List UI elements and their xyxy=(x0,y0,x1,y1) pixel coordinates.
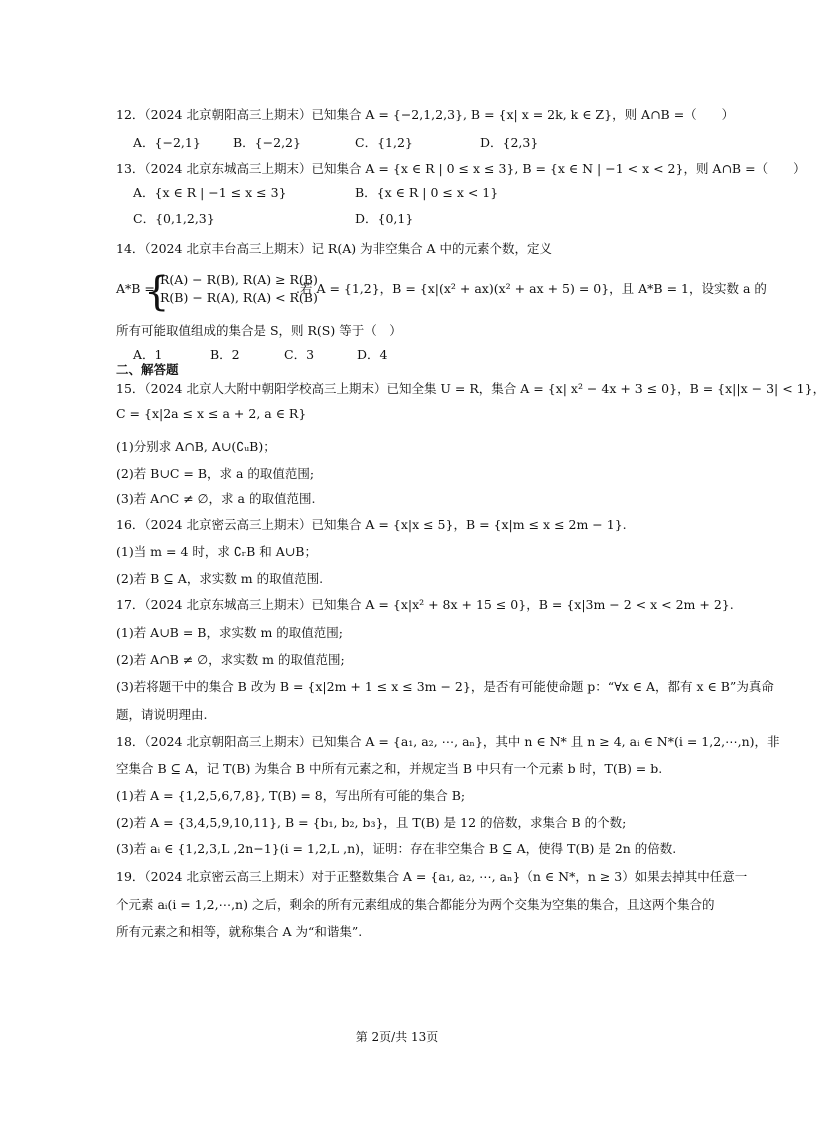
q13-option-b: B．{x ∈ R | 0 ≤ x < 1} xyxy=(355,185,499,200)
q18-stem: 18．（2024 北京朝阳高三上期末）已知集合 A = {a₁, a₂, ⋯, aₙ}，其中 n ∈ N* 且 n ≥ 4, aᵢ ∈ N*(i = 1,2,⋯,n)，非 xyxy=(116,734,780,749)
q16-part-2: (2)若 B ⊆ A，求实数 m 的取值范围. xyxy=(116,571,324,586)
q15-part-2: (2)若 B∪C = B，求 a 的取值范围; xyxy=(116,466,315,481)
q13-option-c: C．{0,1,2,3} xyxy=(133,211,215,226)
page-footer: 第 2页/共 13页 xyxy=(355,1030,439,1044)
section-heading: 二、解答题 xyxy=(116,362,179,377)
q14-def-case1: R(A) − R(B), R(A) ≥ R(B) xyxy=(160,272,318,287)
q18-part-1: (1)若 A = {1,2,5,6,7,8}, T(B) = 8，写出所有可能的集合 B; xyxy=(116,788,466,803)
q12-option-c: C．{1,2} xyxy=(355,135,413,150)
q16-stem: 16．（2024 北京密云高三上期末）已知集合 A = {x|x ≤ 5}，B = {x|m ≤ x ≤ 2m − 1}. xyxy=(116,517,627,532)
q18-stem-2: 空集合 B ⊆ A，记 T(B) 为集合 B 中所有元素之和，并规定当 B 中只有一个元素 b 时，T(B) = b. xyxy=(116,761,663,776)
q17-stem: 17．（2024 北京东城高三上期末）已知集合 A = {x|x² + 8x + 15 ≤ 0}，B = {x|3m − 2 < x < 2m + 2}. xyxy=(116,597,734,612)
q15-part-3: (3)若 A∩C ≠ ∅，求 a 的取值范围. xyxy=(116,491,316,506)
q14-option-c: C．3 xyxy=(284,347,315,362)
q14-option-a: A．1 xyxy=(133,347,163,362)
q17-part-3: (3)若将题干中的集合 B 改为 B = {x|2m + 1 ≤ x ≤ 3m − 2}，是否有可能使命题 p：“∀x ∈ A，都有 x ∈ B”为真命 xyxy=(116,679,774,694)
q15-stem-2: C = {x|2a ≤ x ≤ a + 2, a ∈ R} xyxy=(116,406,307,421)
q12-option-b: B．{−2,2} xyxy=(233,135,301,150)
q12-stem: 12．（2024 北京朝阳高三上期末）已知集合 A = {−2,1,2,3}, B = {x| x = 2k, k ∈ Z}，则 A∩B =（ ） xyxy=(116,107,735,122)
q12-option-a: A．{−2,1} xyxy=(133,135,201,150)
q18-part-3: (3)若 aᵢ ∈ {1,2,3,L ,2n−1}(i = 1,2,L ,n)，证明：存在非空集合 B ⊆ A，使得 T(B) 是 2n 的倍数. xyxy=(116,841,677,856)
q14-option-b: B．2 xyxy=(210,347,240,362)
q13-option-a: A．{x ∈ R | −1 ≤ x ≤ 3} xyxy=(133,185,287,200)
q15-stem: 15．（2024 北京人大附中朝阳学校高三上期末）已知全集 U = R，集合 A = {x| x² − 4x + 3 ≤ 0}，B = {x||x − 3| < 1}， xyxy=(116,381,825,396)
q16-part-1: (1)当 m = 4 时，求 ∁ᵣB 和 A∪B； xyxy=(116,544,317,559)
q14-brace: { xyxy=(144,269,170,315)
q17-part-1: (1)若 A∪B = B，求实数 m 的取值范围; xyxy=(116,625,343,640)
q17-part-3-cont: 题，请说明理由. xyxy=(116,707,208,722)
q15-part-1: (1)分别求 A∩B, A∪(∁ᵤB)； xyxy=(116,439,276,454)
q17-part-2: (2)若 A∩B ≠ ∅，求实数 m 的取值范围; xyxy=(116,652,345,667)
q14-stem-2: 所有可能取值组成的集合是 S，则 R(S) 等于（ ） xyxy=(116,323,402,338)
q14-def-case2: R(B) − R(A), R(A) < R(B) xyxy=(160,290,318,305)
q14-def-rest: .若 A = {1,2}，B = {x|(x² + ax)(x² + ax + 5) = 0}，且 A*B = 1，设实数 a 的 xyxy=(296,281,767,296)
q14-def-lhs: A*B = xyxy=(116,281,155,296)
q18-part-2: (2)若 A = {3,4,5,9,10,11}, B = {b₁, b₂, b₃}，且 T(B) 是 12 的倍数，求集合 B 的个数; xyxy=(116,815,627,830)
q12-option-d: D．{2,3} xyxy=(480,135,539,150)
q19-stem-3: 所有元素之和相等，就称集合 A 为“和谐集”. xyxy=(116,924,363,939)
q14-option-d: D．4 xyxy=(357,347,388,362)
q19-stem: 19．（2024 北京密云高三上期末）对于正整数集合 A = {a₁, a₂, ⋯, aₙ}（n ∈ N*，n ≥ 3）如果去掉其中任意一 xyxy=(116,869,748,884)
q19-stem-2: 个元素 aᵢ(i = 1,2,⋯,n) 之后，剩余的所有元素组成的集合都能分为两个交集为空集的集合，且这两个集合的 xyxy=(116,897,715,912)
q13-option-d: D．{0,1} xyxy=(355,211,414,226)
q13-stem: 13．（2024 北京东城高三上期末）已知集合 A = {x ∈ R | 0 ≤ x ≤ 3}, B = {x ∈ N | −1 < x < 2}，则 A∩B =（ ） xyxy=(116,161,806,176)
q14-stem: 14．（2024 北京丰台高三上期末）记 R(A) 为非空集合 A 中的元素个数，定义 xyxy=(116,241,553,256)
